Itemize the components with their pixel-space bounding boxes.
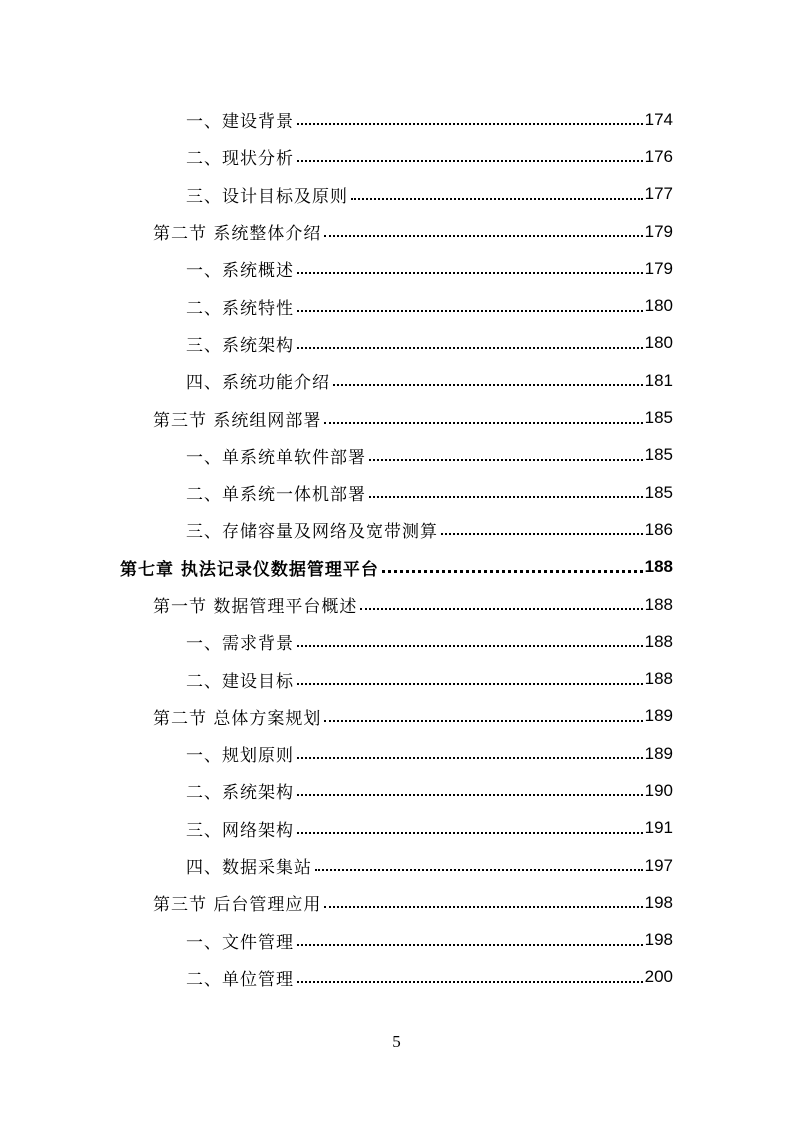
toc-section-entry[interactable] <box>0 586 793 623</box>
toc-entry-page: 198 <box>644 930 673 950</box>
toc-entry-title: 二、现状分析 <box>186 149 294 170</box>
toc-entry-page: 180 <box>644 333 673 353</box>
toc-entry-title: 一、建设背景 <box>186 112 294 133</box>
toc-entry[interactable] <box>0 511 793 548</box>
toc-entry[interactable] <box>0 847 793 884</box>
toc-entry[interactable] <box>0 772 793 809</box>
dot-leader <box>297 944 643 946</box>
toc-entry[interactable] <box>0 362 793 399</box>
toc-entry-page: 185 <box>644 408 673 428</box>
dot-leader <box>324 906 642 908</box>
toc-entry-page: 197 <box>644 855 673 875</box>
toc-entry-title: 四、数据采集站 <box>186 858 312 879</box>
dot-leader <box>369 459 643 461</box>
toc-entry[interactable] <box>0 660 793 697</box>
toc-entry[interactable] <box>0 959 793 996</box>
toc-entry-title: 三、系统架构 <box>186 335 294 356</box>
dot-leader <box>360 608 642 610</box>
toc-entry-page: 198 <box>644 892 673 912</box>
dot-leader <box>297 123 643 125</box>
toc-entry-title: 第一节 数据管理平台概述 <box>153 597 358 617</box>
dot-leader <box>297 272 643 274</box>
toc-entry-page: 174 <box>644 109 673 129</box>
toc-entry-page: 200 <box>644 967 673 987</box>
toc-section-entry[interactable] <box>0 698 793 735</box>
toc-entry-page: 189 <box>644 706 673 726</box>
toc-section-entry[interactable] <box>0 399 793 436</box>
dot-leader <box>297 981 643 983</box>
toc-entry-title: 第二节 系统整体介绍 <box>153 224 322 245</box>
toc-chapter-title: 第七章 执法记录仪数据管理平台 <box>120 559 379 580</box>
dot-leader <box>441 533 643 535</box>
toc-entry-page: 191 <box>644 818 673 838</box>
toc-entry[interactable] <box>0 325 793 362</box>
toc-entry[interactable] <box>0 735 793 772</box>
toc-entry[interactable] <box>0 437 793 474</box>
toc-entry-title: 三、网络架构 <box>186 820 294 841</box>
toc-entry-title: 一、系统概述 <box>186 261 294 282</box>
dot-leader <box>297 683 643 685</box>
dot-leader <box>351 198 643 200</box>
toc-entry-title: 二、单位管理 <box>186 969 294 990</box>
dot-leader <box>324 422 642 424</box>
dot-leader <box>297 757 643 759</box>
dot-leader <box>297 310 643 312</box>
dot-leader <box>382 570 643 573</box>
toc-entry[interactable] <box>0 287 793 324</box>
toc-entry-page: 188 <box>644 669 673 689</box>
toc-entry-page: 189 <box>644 743 673 763</box>
toc-entry[interactable] <box>0 250 793 287</box>
toc-entry-page: 188 <box>644 594 673 614</box>
table-of-contents <box>0 101 793 996</box>
toc-entry-title: 二、系统架构 <box>186 783 294 804</box>
toc-entry[interactable] <box>0 176 793 213</box>
toc-section-entry[interactable] <box>0 884 793 921</box>
dot-leader <box>333 384 643 386</box>
toc-entry-title: 一、文件管理 <box>186 932 294 953</box>
dot-leader <box>297 347 643 349</box>
dot-leader <box>297 160 643 162</box>
toc-entry-title: 第二节 总体方案规划 <box>153 708 322 729</box>
toc-entry-page: 185 <box>644 445 673 465</box>
dot-leader <box>297 832 643 834</box>
toc-chapter-entry[interactable] <box>0 549 793 586</box>
toc-entry-page: 180 <box>644 296 673 316</box>
toc-entry-page: 186 <box>644 519 673 539</box>
toc-entry-title: 二、系统特性 <box>186 298 294 319</box>
toc-entry[interactable] <box>0 101 793 138</box>
toc-entry[interactable] <box>0 474 793 511</box>
toc-entry[interactable] <box>0 810 793 847</box>
dot-leader <box>324 720 642 722</box>
toc-entry-title: 第三节 后台管理应用 <box>153 895 322 916</box>
toc-entry-title: 二、单系统一体机部署 <box>186 485 366 506</box>
toc-entry-title: 三、存储容量及网络及宽带测算 <box>186 522 438 543</box>
toc-entry-page: 179 <box>644 258 673 278</box>
dot-leader <box>324 235 642 237</box>
toc-entry-page: 190 <box>644 780 673 800</box>
toc-entry-title: 三、设计目标及原则 <box>186 186 348 207</box>
toc-entry-page: 188 <box>644 631 673 651</box>
page-number: 5 <box>392 1032 401 1051</box>
toc-entry[interactable] <box>0 138 793 175</box>
toc-entry-title: 一、单系统单软件部署 <box>186 447 366 468</box>
toc-entry-title: 二、建设目标 <box>186 671 294 692</box>
dot-leader <box>315 869 643 871</box>
toc-entry-page: 177 <box>644 184 673 204</box>
toc-entry-page: 185 <box>644 482 673 502</box>
toc-entry[interactable] <box>0 623 793 660</box>
toc-section-entry[interactable] <box>0 213 793 250</box>
toc-entry[interactable] <box>0 922 793 959</box>
toc-entry-page: 188 <box>644 557 673 577</box>
dot-leader <box>297 794 643 796</box>
toc-entry-page: 179 <box>644 221 673 241</box>
dot-leader <box>297 645 643 647</box>
toc-entry-title: 第三节 系统组网部署 <box>153 410 322 431</box>
dot-leader <box>369 496 643 498</box>
toc-entry-page: 176 <box>644 146 673 166</box>
toc-entry-page: 181 <box>644 370 673 390</box>
toc-entry-title: 一、需求背景 <box>186 634 294 655</box>
toc-entry-title: 四、系统功能介绍 <box>186 373 330 394</box>
toc-entry-title: 一、规划原则 <box>186 746 294 767</box>
